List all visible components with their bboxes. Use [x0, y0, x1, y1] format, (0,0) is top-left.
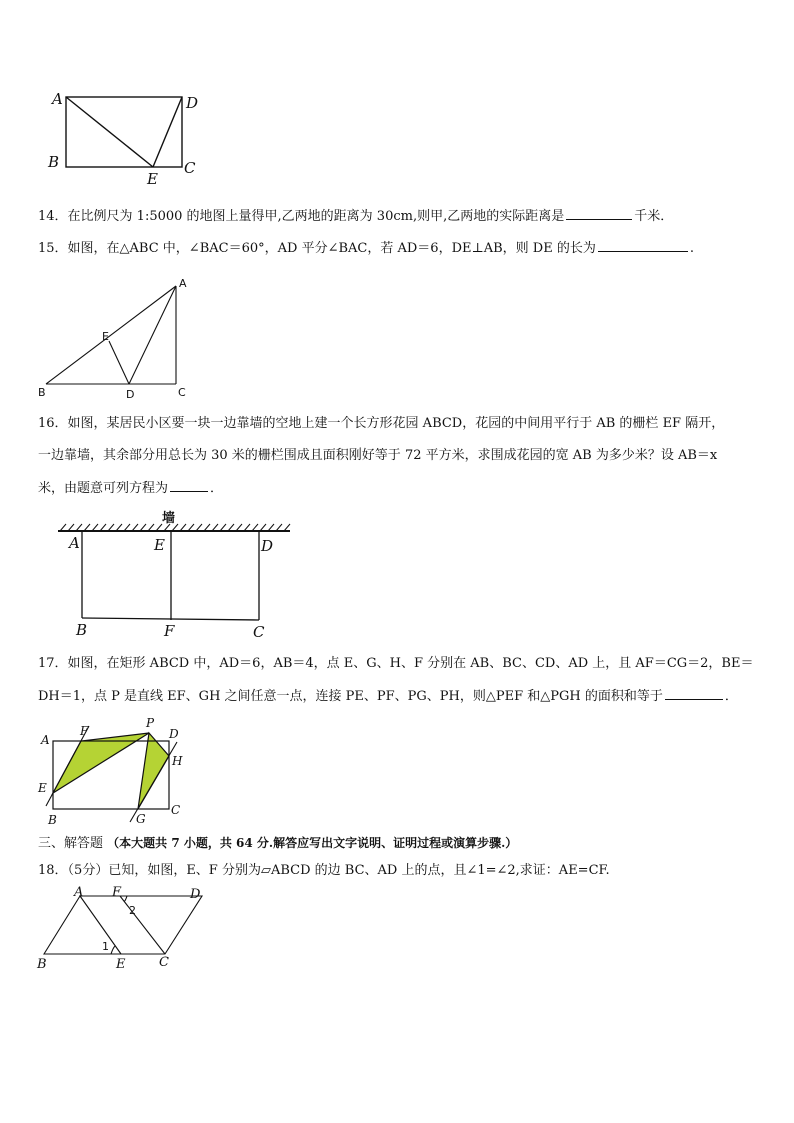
figure-q17: [34, 716, 194, 828]
figure-q16: [56, 504, 296, 644]
question-14: [38, 206, 673, 227]
wall-label: 墙: [162, 511, 176, 526]
label-e: E: [154, 536, 165, 554]
section-3-title: 三、解答题: [38, 836, 104, 851]
label-c: C: [178, 386, 186, 399]
label-e: E: [38, 781, 47, 795]
angle-1-arc: [111, 946, 115, 954]
segment-de: [109, 341, 129, 384]
section-3-note: （本大题共 7 小题，共 64 分.解答应写出文字说明、证明过程或演算步骤.）: [107, 836, 518, 850]
figure-q15: [34, 274, 204, 402]
parallelogram-abcd: [44, 896, 202, 954]
label-angle-1: 1: [102, 940, 109, 953]
label-b: B: [37, 957, 47, 972]
question-16-line-3: [38, 478, 223, 499]
label-f: F: [80, 724, 89, 738]
label-a: A: [69, 534, 80, 552]
q15-text: 15．如图，在△ABC 中，∠BAC＝60°，AD 平分∠BAC，若 AD＝6，DE⊥AB，则 DE 的长为: [38, 241, 596, 256]
label-c: C: [159, 955, 169, 970]
q15-end: .: [689, 241, 694, 256]
label-d: D: [190, 887, 201, 902]
q17-text: DH＝1，点 P 是直线 EF、GH 之间任意一点，连接 PE、PF、PG、PH，则△PEF 和△PGH 的面积和等于: [38, 689, 663, 704]
label-b: B: [48, 813, 57, 827]
label-a: A: [52, 90, 63, 108]
q15-answer-blank[interactable]: [598, 238, 688, 252]
label-a: A: [74, 885, 84, 900]
label-h: H: [172, 754, 183, 768]
segment-ae: [80, 896, 121, 954]
section-3-heading: [38, 833, 517, 854]
label-d: D: [261, 537, 274, 555]
question-17-line-2: [38, 686, 738, 707]
q16-answer-blank[interactable]: [170, 478, 208, 492]
label-d: D: [169, 727, 179, 741]
question-18: 18．（5分）已知，如图，E、F 分别为▱ABCD 的边 BC、AD 上的点，且∠1=∠2,求证：AE=CF.: [38, 863, 610, 878]
label-f: F: [112, 885, 122, 900]
label-angle-2: 2: [129, 904, 136, 917]
q16-end: ．: [210, 481, 224, 496]
label-b: B: [76, 621, 88, 639]
question-16-line-2: 一边靠墙，其余部分用总长为 30 米的栅栏围成且面积刚好等于 72 平方米，求围成花园的宽 AB 为多少米？设 AB＝x: [38, 448, 718, 463]
label-d: D: [126, 388, 135, 401]
angle-2-arc: [124, 896, 127, 901]
label-b: B: [48, 153, 60, 171]
label-e: E: [147, 170, 158, 188]
q14-text: 14．在比例尺为 1:5000 的地图上量得甲,乙两地的距离为 30cm,则甲,乙两地的实际距离是: [38, 209, 565, 224]
triangle-pef: [53, 733, 149, 793]
question-17-line-1: 17．如图，在矩形 ABCD 中，AD＝6，AB＝4，点 E、G、H、F 分别在 AB、BC、CD、AD 上，且 AF＝CG＝2，BE＝: [38, 656, 754, 671]
label-e: E: [116, 957, 126, 972]
q14-answer-blank[interactable]: [566, 206, 632, 220]
label-p: P: [146, 716, 155, 730]
label-c: C: [184, 159, 196, 177]
question-16-line-1: 16．如图，某居民小区要一块一边靠墙的空地上建一个长方形花园 ABCD，花园的中间用平行于 AB 的栅栏 EF 隔开，: [38, 416, 725, 431]
segment-ba: [46, 286, 176, 384]
q17-end: ．: [724, 689, 738, 704]
q16-text: 米，由题意可列方程为: [38, 481, 169, 496]
label-a: A: [179, 277, 187, 290]
segment-ae: [66, 97, 153, 167]
label-c: C: [253, 623, 265, 641]
rectangle-abcd: [66, 97, 182, 167]
triangle-pgh: [138, 733, 169, 809]
segment-ad: [129, 286, 176, 384]
label-c: C: [171, 803, 181, 817]
label-b: B: [38, 386, 46, 399]
q14-unit: 千米．: [634, 209, 674, 224]
figure-q18: [34, 886, 214, 972]
label-g: G: [136, 812, 146, 826]
figure-q13: [40, 88, 210, 188]
question-15: [38, 238, 694, 259]
label-d: D: [186, 94, 199, 112]
label-f: F: [164, 622, 175, 640]
label-a: A: [41, 733, 50, 747]
q17-answer-blank[interactable]: [665, 686, 723, 700]
segment-ed: [153, 97, 182, 167]
segment-fc: [120, 896, 165, 954]
label-e: E: [102, 330, 109, 343]
